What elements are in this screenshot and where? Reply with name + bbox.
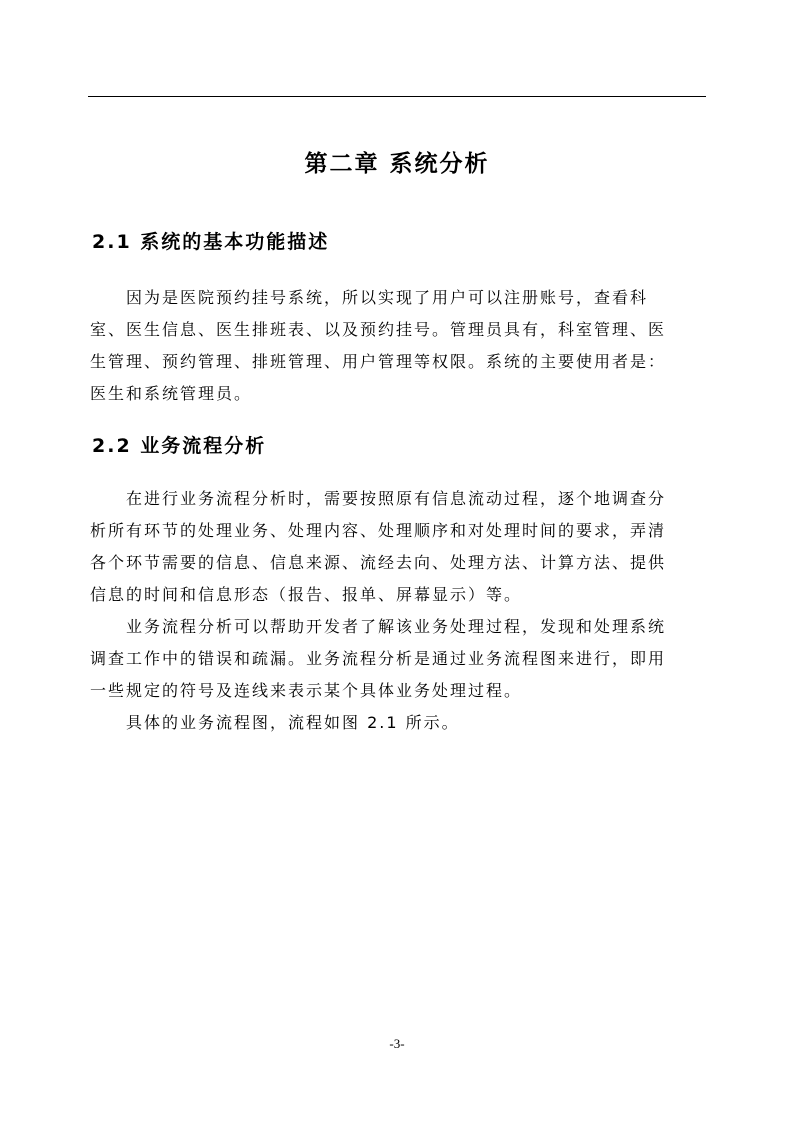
section-heading-2-1: 2.1 系统的基本功能描述 <box>92 231 330 253</box>
paragraph-line: 各个环节需要的信息、信息来源、流经去向、处理方法、计算方法、提供 <box>90 553 667 572</box>
chapter-title: 第二章 系统分析 <box>304 151 490 177</box>
paragraph-line: 业务流程分析可以帮助开发者了解该业务处理过程，发现和处理系统 <box>90 617 667 636</box>
paragraph-line: 信息的时间和信息形态（报告、报单、屏幕显示）等。 <box>90 585 523 604</box>
paragraph-line: 一些规定的符号及连线来表示某个具体业务处理过程。 <box>90 681 523 700</box>
paragraph-2-2-1 <box>90 483 700 611</box>
paragraph-line: 析所有环节的处理业务、处理内容、处理顺序和对处理时间的要求，弄清 <box>90 521 667 540</box>
paragraph-line: 生管理、预约管理、排班管理、用户管理等权限。系统的主要使用者是： <box>90 352 667 371</box>
section-heading-2-2: 2.2 业务流程分析 <box>92 435 267 457</box>
paragraph-line: 在进行业务流程分析时，需要按照原有信息流动过程，逐个地调查分 <box>90 489 667 508</box>
page-number: -3- <box>389 1036 405 1051</box>
paragraph-line: 医生和系统管理员。 <box>90 384 253 403</box>
paragraph-2-2-3 <box>90 707 700 739</box>
paragraph-line: 具体的业务流程图，流程如图 2.1 所示。 <box>90 713 460 732</box>
paragraph-2-2-2 <box>90 611 700 707</box>
paragraph-line: 因为是医院预约挂号系统，所以实现了用户可以注册账号，查看科 <box>90 288 649 307</box>
header-rule <box>88 96 706 97</box>
paragraph-2-1-1 <box>90 282 700 410</box>
paragraph-line: 室、医生信息、医生排班表、以及预约挂号。管理员具有，科室管理、医 <box>90 320 667 339</box>
paragraph-line: 调查工作中的错误和疏漏。业务流程分析是通过业务流程图来进行，即用 <box>90 649 667 668</box>
